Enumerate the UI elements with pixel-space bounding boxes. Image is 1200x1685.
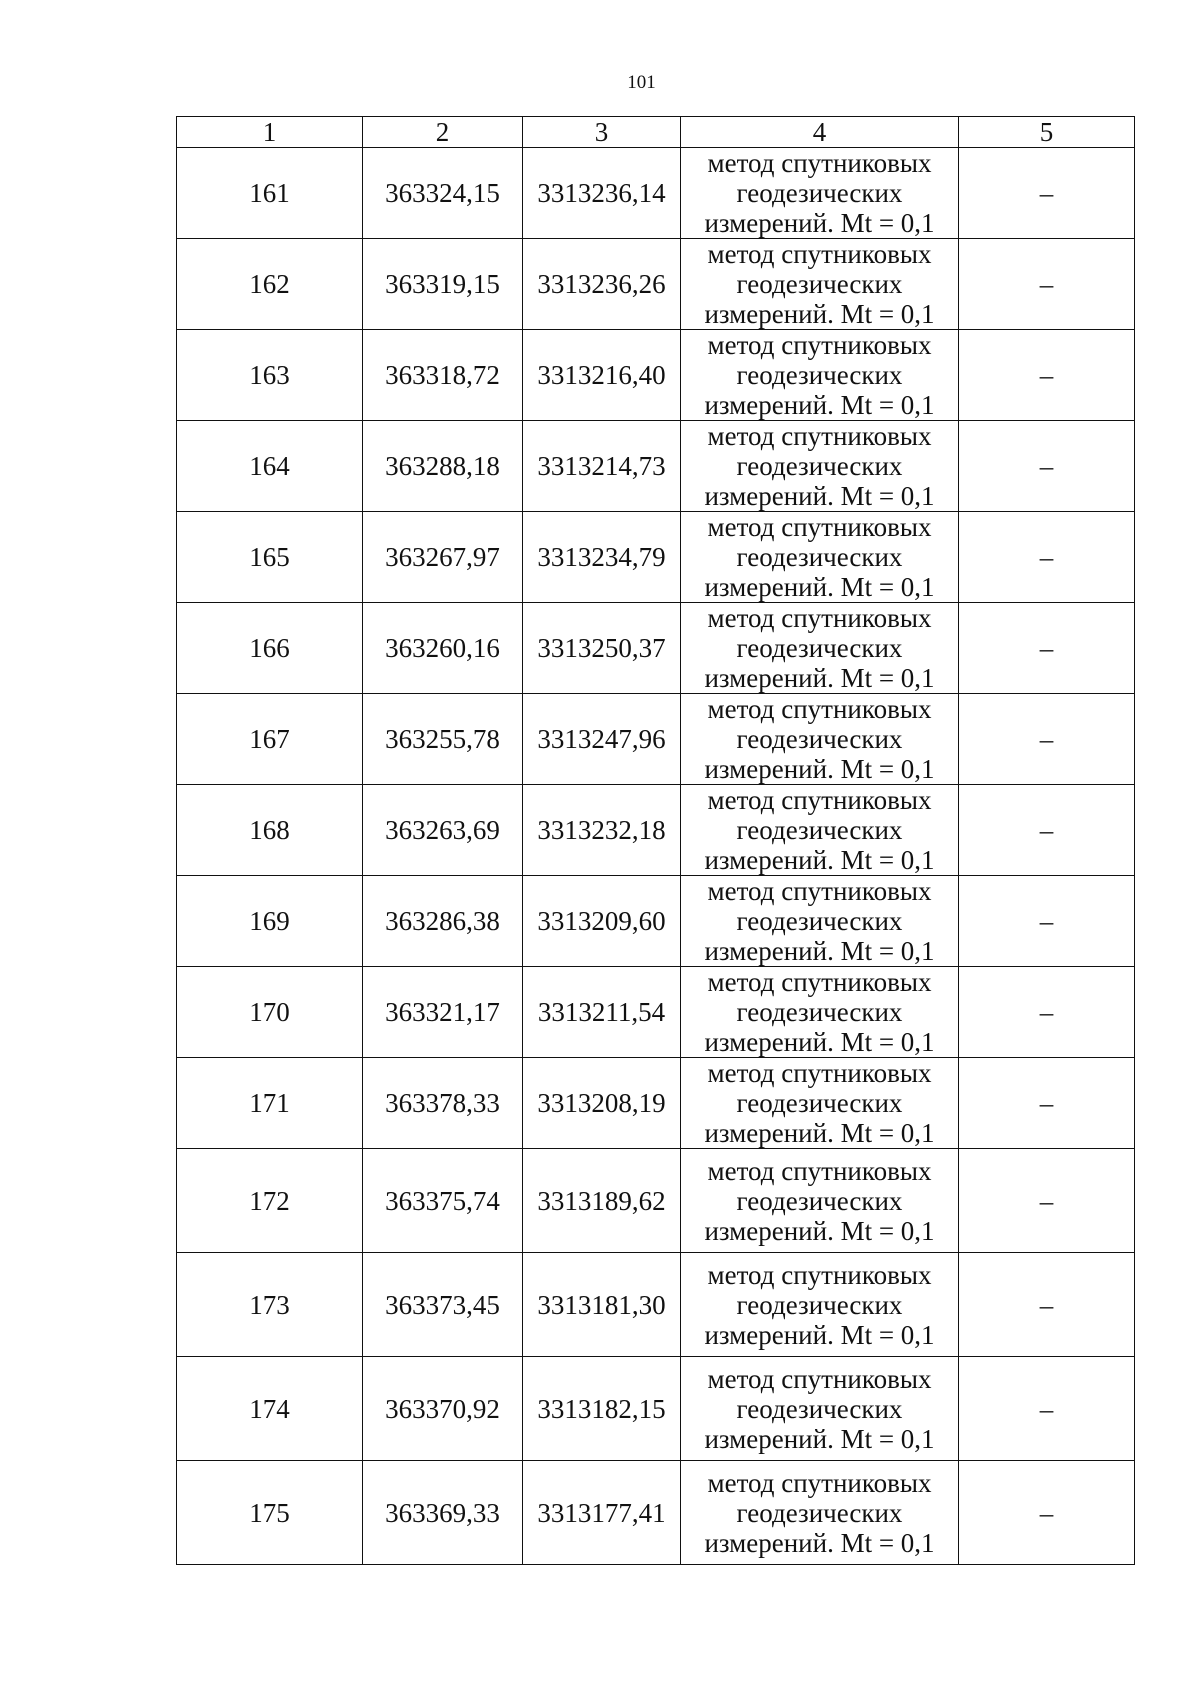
point-number-cell: 162: [177, 239, 363, 330]
point-number-cell: 168: [177, 785, 363, 876]
method-line: геодезических: [736, 269, 903, 299]
method-cell: [681, 1253, 959, 1357]
method-line: метод спутниковых: [707, 785, 932, 815]
note-cell: –: [959, 1461, 1135, 1565]
point-number-cell: 169: [177, 876, 363, 967]
method-cell: [681, 1461, 959, 1565]
method-line: измерений. Mt = 0,1: [704, 845, 935, 875]
table-row: [177, 148, 1135, 239]
method-cell: [681, 967, 959, 1058]
method-line: геодезических: [736, 360, 903, 390]
x-coordinate-cell: 363321,17: [363, 967, 523, 1058]
point-number-cell: 175: [177, 1461, 363, 1565]
note-cell: –: [959, 330, 1135, 421]
note-cell: –: [959, 239, 1135, 330]
header-cell-5: 5: [959, 117, 1135, 148]
method-cell: [681, 239, 959, 330]
method-line: геодезических: [736, 178, 903, 208]
x-coordinate-cell: 363288,18: [363, 421, 523, 512]
method-line: геодезических: [736, 1185, 903, 1216]
method-line: метод спутниковых: [707, 1058, 932, 1088]
method-line: измерений. Mt = 0,1: [704, 572, 935, 602]
method-line: метод спутниковых: [707, 512, 932, 542]
header-cell-4: 4: [681, 117, 959, 148]
x-coordinate-cell: 363373,45: [363, 1253, 523, 1357]
y-coordinate-cell: 3313216,40: [523, 330, 681, 421]
note-cell: –: [959, 512, 1135, 603]
table-row: [177, 1461, 1135, 1565]
method-line: геодезических: [736, 451, 903, 481]
method-line: геодезических: [736, 815, 903, 845]
method-cell: [681, 330, 959, 421]
method-line: метод спутниковых: [707, 148, 932, 178]
method-line: геодезических: [736, 724, 903, 754]
method-line: измерений. Mt = 0,1: [704, 1527, 935, 1558]
method-line: метод спутниковых: [707, 694, 932, 724]
table-row: [177, 967, 1135, 1058]
y-coordinate-cell: 3313181,30: [523, 1253, 681, 1357]
table-row: [177, 330, 1135, 421]
method-line: измерений. Mt = 0,1: [704, 1215, 935, 1246]
method-line: измерений. Mt = 0,1: [704, 299, 935, 329]
method-line: метод спутниковых: [707, 239, 932, 269]
table-row: [177, 239, 1135, 330]
point-number-cell: 165: [177, 512, 363, 603]
method-line: измерений. Mt = 0,1: [704, 754, 935, 784]
y-coordinate-cell: 3313236,26: [523, 239, 681, 330]
method-line: метод спутниковых: [707, 421, 932, 451]
method-line: измерений. Mt = 0,1: [704, 936, 935, 966]
y-coordinate-cell: 3313211,54: [523, 967, 681, 1058]
method-line: измерений. Mt = 0,1: [704, 1423, 935, 1454]
note-cell: –: [959, 148, 1135, 239]
table-row: [177, 421, 1135, 512]
y-coordinate-cell: 3313209,60: [523, 876, 681, 967]
method-line: измерений. Mt = 0,1: [704, 1027, 935, 1057]
header-cell-2: 2: [363, 117, 523, 148]
method-line: метод спутниковых: [707, 330, 932, 360]
method-line: геодезических: [736, 1289, 903, 1320]
method-cell: [681, 876, 959, 967]
table-row: [177, 1253, 1135, 1357]
table-row: [177, 1357, 1135, 1461]
header-cell-3: 3: [523, 117, 681, 148]
note-cell: –: [959, 694, 1135, 785]
x-coordinate-cell: 363318,72: [363, 330, 523, 421]
method-line: метод спутниковых: [707, 1155, 932, 1186]
method-line: геодезических: [736, 906, 903, 936]
page-number: 101: [627, 72, 656, 93]
table-row: [177, 1058, 1135, 1149]
point-number-cell: 163: [177, 330, 363, 421]
method-line: измерений. Mt = 0,1: [704, 208, 935, 238]
x-coordinate-cell: 363267,97: [363, 512, 523, 603]
method-cell: [681, 421, 959, 512]
method-line: метод спутниковых: [707, 1259, 932, 1290]
note-cell: –: [959, 1253, 1135, 1357]
y-coordinate-cell: 3313247,96: [523, 694, 681, 785]
method-line: геодезических: [736, 633, 903, 663]
y-coordinate-cell: 3313236,14: [523, 148, 681, 239]
note-cell: –: [959, 603, 1135, 694]
x-coordinate-cell: 363260,16: [363, 603, 523, 694]
method-line: измерений. Mt = 0,1: [704, 390, 935, 420]
point-number-cell: 170: [177, 967, 363, 1058]
y-coordinate-cell: 3313208,19: [523, 1058, 681, 1149]
point-number-cell: 164: [177, 421, 363, 512]
header-cell-1: 1: [177, 117, 363, 148]
x-coordinate-cell: 363255,78: [363, 694, 523, 785]
y-coordinate-cell: 3313214,73: [523, 421, 681, 512]
method-line: измерений. Mt = 0,1: [704, 1118, 935, 1148]
y-coordinate-cell: 3313189,62: [523, 1149, 681, 1253]
method-line: метод спутниковых: [707, 876, 932, 906]
x-coordinate-cell: 363263,69: [363, 785, 523, 876]
method-line: метод спутниковых: [707, 1363, 932, 1394]
method-line: геодезических: [736, 997, 903, 1027]
point-number-cell: 172: [177, 1149, 363, 1253]
method-cell: [681, 148, 959, 239]
point-number-cell: 166: [177, 603, 363, 694]
method-line: геодезических: [736, 542, 903, 572]
table-row: [177, 694, 1135, 785]
y-coordinate-cell: 3313182,15: [523, 1357, 681, 1461]
point-number-cell: 161: [177, 148, 363, 239]
x-coordinate-cell: 363319,15: [363, 239, 523, 330]
method-cell: [681, 1149, 959, 1253]
note-cell: –: [959, 876, 1135, 967]
method-line: измерений. Mt = 0,1: [704, 663, 935, 693]
table-row: [177, 876, 1135, 967]
method-line: геодезических: [736, 1393, 903, 1424]
method-line: метод спутниковых: [707, 967, 932, 997]
x-coordinate-cell: 363324,15: [363, 148, 523, 239]
coordinates-table: [176, 116, 1135, 1565]
table-row: [177, 603, 1135, 694]
x-coordinate-cell: 363370,92: [363, 1357, 523, 1461]
table-row: [177, 785, 1135, 876]
note-cell: –: [959, 1058, 1135, 1149]
method-cell: [681, 1357, 959, 1461]
table-header-row: [177, 117, 1135, 148]
note-cell: –: [959, 785, 1135, 876]
method-line: геодезических: [736, 1497, 903, 1528]
method-cell: [681, 694, 959, 785]
x-coordinate-cell: 363378,33: [363, 1058, 523, 1149]
method-cell: [681, 603, 959, 694]
method-line: метод спутниковых: [707, 603, 932, 633]
y-coordinate-cell: 3313232,18: [523, 785, 681, 876]
table-row: [177, 512, 1135, 603]
x-coordinate-cell: 363286,38: [363, 876, 523, 967]
y-coordinate-cell: 3313234,79: [523, 512, 681, 603]
note-cell: –: [959, 1149, 1135, 1253]
method-line: измерений. Mt = 0,1: [704, 1319, 935, 1350]
method-line: метод спутниковых: [707, 1467, 932, 1498]
point-number-cell: 173: [177, 1253, 363, 1357]
note-cell: –: [959, 421, 1135, 512]
table-row: [177, 1149, 1135, 1253]
method-line: геодезических: [736, 1088, 903, 1118]
x-coordinate-cell: 363375,74: [363, 1149, 523, 1253]
y-coordinate-cell: 3313177,41: [523, 1461, 681, 1565]
y-coordinate-cell: 3313250,37: [523, 603, 681, 694]
method-cell: [681, 512, 959, 603]
method-cell: [681, 1058, 959, 1149]
point-number-cell: 171: [177, 1058, 363, 1149]
note-cell: –: [959, 1357, 1135, 1461]
point-number-cell: 167: [177, 694, 363, 785]
note-cell: –: [959, 967, 1135, 1058]
method-line: измерений. Mt = 0,1: [704, 481, 935, 511]
point-number-cell: 174: [177, 1357, 363, 1461]
method-cell: [681, 785, 959, 876]
x-coordinate-cell: 363369,33: [363, 1461, 523, 1565]
